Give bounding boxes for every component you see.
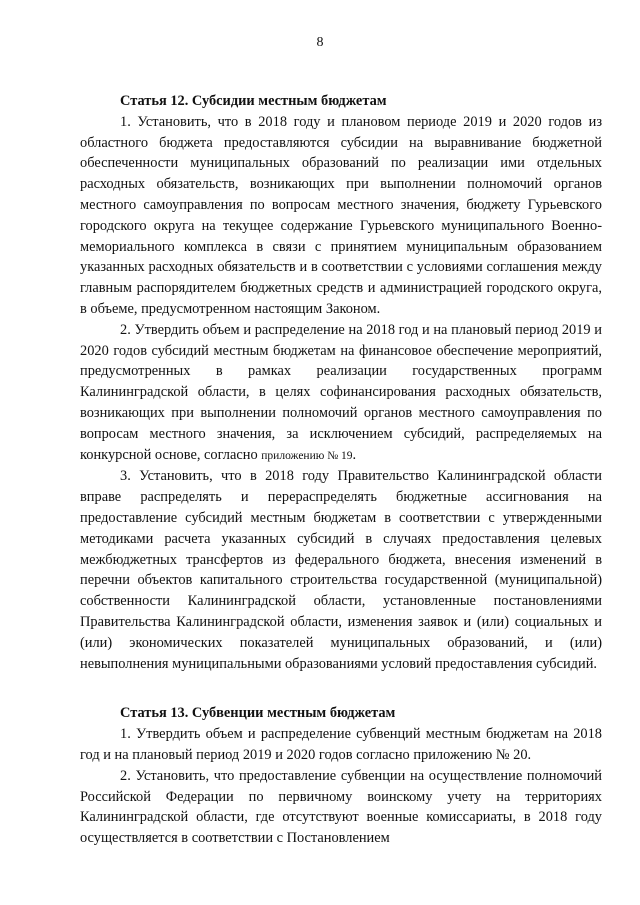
article-12-paragraph-2: [80, 320, 602, 467]
article-12-paragraph-2-end: .: [352, 446, 357, 463]
page-number: 8: [316, 35, 324, 50]
article-12-paragraph-2-text: 2. Утвердить объем и распределение на 2018 год и на плановый период 2019 и 2020 годов субсидий местным бюджетам на финансовое обеспечение мероприятий, предусмотренных в рамках реализации государственных программ Калининградской области, в целях софинансирования расходных обязательств, возникающих при выполнении полномочий органов местного самоуправления по вопросам местного значения, за исключением субсидий, распределяемых на конкурсной основе, согласно: [80, 321, 602, 463]
appendix-19-reference: приложению № 19: [261, 449, 353, 462]
article-12-paragraph-1: 1. Установить, что в 2018 году и плановом периоде 2019 и 2020 годов из областного бюджета предоставляются субсидии на выравнивание бюджетной обеспеченности муниципальных образований по реализации ими отдельных расходных обязательств, возникающих при выполнении полномочий органов местного самоуправления по вопросам местного значения, бюджету Гурьевского городского округа на текущее содержание Гурьевского муниципального Военно-мемориального комплекса в связи с принятием муниципальным образованием указанных расходных обязательств и в соответствии с условиями соглашения между главным распорядителем бюджетных средств и администрацией городского округа, в объеме, предусмотренном настоящим Законом.: [80, 113, 602, 317]
section-spacer: [80, 674, 602, 703]
document-body: [80, 91, 602, 849]
article-12-paragraph-3: 3. Установить, что в 2018 году Правительство Калининградской области вправе распределять и перераспределять бюджетные ассигнования на предоставление субсидий местным бюджетам в соответствии с утвержденными методиками расчета указанных субсидий в случаях предоставления целевых межбюджетных трансфертов из федерального бюджета, внесения изменений в перечни объектов капитального строительства государственной (муниципальной) собственности Калининградской области, установленные постановлениями Правительства Калининградской области, изменения заявок и (или) социальных и (или) экономических показателей муниципальных образований, и (или) невыполнения муниципальными образованиями условий предоставления субсидий.: [80, 468, 602, 672]
article-13-paragraph-2: 2. Установить, что предоставление субвенции на осуществление полномочий Российской Федерации по первичному воинскому учету на территориях Калининградской области, где отсутствуют военные комиссариаты, в 2018 году осуществляется в соответствии с Постановлением: [80, 767, 602, 847]
article-13-heading: Статья 13. Субвенции местным бюджетам: [120, 705, 396, 722]
article-12-heading: Статья 12. Субсидии местным бюджетам: [120, 93, 387, 109]
article-13-paragraph-1: 1. Утвердить объем и распределение субвенций местным бюджетам на 2018 год и на плановый период 2019 и 2020 годов согласно приложению № 20.: [80, 726, 602, 763]
